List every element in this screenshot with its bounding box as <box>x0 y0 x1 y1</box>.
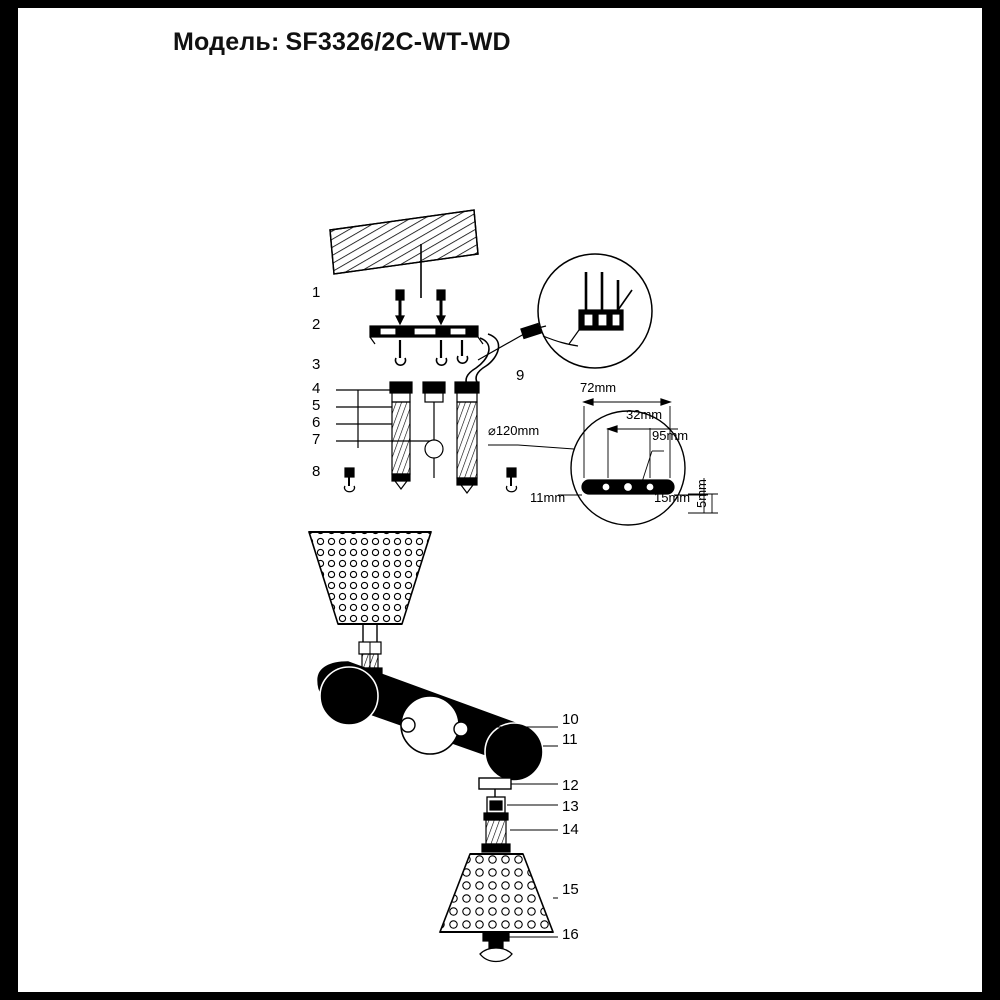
callout-10: 10 <box>562 711 579 728</box>
assembly-drawing <box>18 8 982 992</box>
model-label: Модель: <box>173 28 280 56</box>
dimension-11mm: 11mm <box>530 490 566 505</box>
part-2-mounting-bar <box>370 326 483 344</box>
callout-14: 14 <box>562 821 579 838</box>
dimension-15mm: 15mm <box>654 490 691 505</box>
dimension-95mm: 95mm <box>652 428 689 443</box>
arm-assembly <box>318 662 558 781</box>
part-8-fixings <box>344 468 516 492</box>
diagram-sheet <box>18 8 982 992</box>
callout-16: 16 <box>562 926 579 943</box>
ceiling-slab <box>330 210 478 274</box>
callout-7: 7 <box>312 431 321 448</box>
callout-13: 13 <box>562 798 579 815</box>
callout-11: 11 <box>562 731 578 748</box>
callout-12: 12 <box>562 777 579 794</box>
callout-15: 15 <box>562 881 579 898</box>
callout-8: 8 <box>312 463 321 480</box>
callout-9: 9 <box>516 367 525 384</box>
lower-shade <box>440 854 558 932</box>
callout-5: 5 <box>312 397 321 414</box>
terminal-block-detail <box>538 254 652 368</box>
dimension-diameter-120mm: ⌀120mm <box>488 423 540 438</box>
part-3-hooks <box>396 340 468 365</box>
callout-1: 1 <box>312 284 321 301</box>
parts-4-to-8-holders <box>336 382 479 493</box>
part-16-finial <box>480 932 558 962</box>
model-value: SF3326/2C-WT-WD <box>285 28 511 56</box>
callout-2: 2 <box>312 316 321 333</box>
upper-shade <box>309 532 431 642</box>
callout-3: 3 <box>312 356 321 373</box>
callout-4: 4 <box>312 380 321 397</box>
lower-socket-stack <box>479 778 558 852</box>
canopy-plan-view <box>488 399 718 525</box>
dimension-32mm: 32mm <box>626 407 663 422</box>
callout-6: 6 <box>312 414 321 431</box>
dimension-5mm: 5mm <box>694 479 709 508</box>
dimension-72mm: 72mm <box>580 380 617 395</box>
